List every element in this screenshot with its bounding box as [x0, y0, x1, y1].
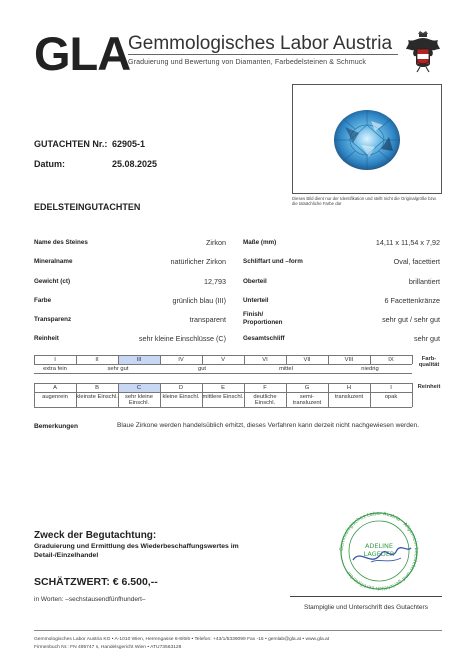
color-word: mittel: [279, 366, 293, 372]
property-value: sehr gut / sehr gut: [382, 315, 440, 324]
austrian-eagle-crest-icon: [404, 30, 442, 74]
header-rule: [128, 54, 398, 55]
clarity-grade: F: [263, 384, 267, 391]
color-word: gut: [197, 366, 207, 372]
property-label: Gewicht (ct): [34, 278, 71, 285]
color-grade: VII: [303, 356, 311, 363]
signature-line: [290, 596, 442, 597]
lab-name: Gemmologisches Labor Austria: [128, 33, 393, 54]
property-label: Transparenz: [34, 316, 72, 323]
color-grade: III: [136, 356, 142, 363]
property-value: 14,11 x 11,54 x 7,92: [375, 238, 440, 247]
footer-rule: [34, 630, 442, 631]
color-word: extra fein: [43, 366, 67, 372]
clarity-grade: C: [136, 384, 142, 391]
property-label: Name des Steines: [34, 239, 88, 246]
property-label: Finish/ Proportionen: [243, 311, 283, 326]
clarity-grade: H: [346, 384, 352, 391]
report-date: 25.08.2025: [112, 159, 158, 169]
property-label: Oberteil: [243, 278, 267, 285]
color-grade: I: [54, 356, 56, 363]
color-grade: IV: [178, 356, 184, 363]
clarity-word: kleine Einschl.: [162, 393, 200, 400]
color-grade: IX: [388, 356, 394, 363]
clarity-word: transluzent: [334, 393, 364, 400]
clarity-word: semi-transluzent: [292, 393, 322, 406]
clarity-grade: I: [390, 384, 392, 391]
property-value: 6 Facettenkränze: [384, 296, 440, 305]
color-word: niedrig: [361, 366, 379, 372]
clarity-word: opak: [384, 393, 398, 400]
color-grade: VI: [262, 356, 268, 363]
lab-subtitle: Graduierung und Bewertung von Diamanten, Farbedelsteinen & Schmuck: [128, 58, 367, 66]
valuation-amount: € 6.500,--: [112, 576, 158, 588]
property-value: sehr gut: [414, 334, 440, 343]
color-grade: II: [95, 356, 99, 363]
grade-tick: [412, 355, 413, 364]
clarity-word: sehr kleine Einschl.: [124, 393, 154, 406]
property-value: brillantiert: [408, 277, 440, 286]
report-number: 62905-1: [112, 139, 146, 149]
footer-registration: Firmenbuch Nr.: FN 495747 s, Handelsgericht Wien • ATU73563128: [34, 645, 182, 650]
property-value: grünlich blau (III): [172, 296, 226, 305]
valuation-label: SCHÄTZWERT:: [34, 576, 110, 588]
property-label: Schliffart und –form: [243, 258, 303, 265]
gla-logo: GLA: [34, 27, 131, 80]
clarity-word: augenrein: [42, 393, 68, 400]
grading-scales: [34, 355, 442, 409]
clarity-grade: D: [178, 384, 184, 391]
grade-rule: [34, 373, 412, 374]
valuation-in-words: in Worten: –sechstausendfünfhundert–: [34, 596, 146, 603]
grade-rule: [34, 383, 412, 384]
footer-address: Gemmologisches Labor Austria KG • A-1010 Wien, Herrengasse 6-8/6/6 • Telefon: +43/1/5339099 Fax -15 • gemlab@gla.at • www.gla.at: [34, 637, 330, 642]
color-word: sehr gut: [107, 366, 129, 372]
color-quality-title: Farb-qualität: [418, 356, 440, 369]
color-grade: V: [221, 356, 225, 363]
clarity-word: mittlere Einschl.: [202, 393, 244, 400]
property-label: Maße (mm): [243, 239, 277, 246]
purpose-heading: Zweck der Begutachtung:: [34, 530, 157, 541]
report-date-label: Datum:: [34, 159, 65, 169]
clarity-grade: G: [304, 384, 310, 391]
purpose-text: Graduierung und Ermittlung des Wiederbeschaffungswertes im Detail-/Einzelhandel: [34, 543, 239, 559]
grade-rule: [34, 392, 412, 393]
property-label: Reinheit: [34, 335, 59, 342]
stamp-name-first: ADELINE: [364, 542, 394, 550]
property-label: Mineralname: [34, 258, 73, 265]
clarity-grade: B: [95, 384, 99, 391]
clarity-word: kleinste Einschl.: [76, 393, 118, 400]
stamp-name-last: LAGEDER: [363, 550, 395, 558]
gem-photo: [331, 107, 403, 173]
report-number-label: GUTACHTEN Nr.:: [34, 139, 108, 149]
grade-rule: [34, 364, 412, 365]
clarity-grade: E: [221, 384, 225, 391]
clarity-word: deutliche Einschl.: [253, 393, 277, 406]
grade-rule: [34, 355, 412, 356]
property-label: Unterteil: [243, 297, 269, 304]
property-value: 12,793: [204, 277, 226, 286]
report-title: EDELSTEINGUTACHTEN: [34, 202, 141, 212]
property-label: Gesamtschliff: [243, 335, 285, 342]
color-grade: VIII: [344, 356, 354, 363]
remarks-label: Bemerkungen: [34, 423, 78, 430]
property-value: transparent: [189, 315, 226, 324]
property-value: natürlicher Zirkon: [170, 257, 226, 266]
remarks-text: Blaue Zirkone werden handelsüblich erhitzt, dieses Verfahren kann derzeit nicht nachgewiesen werden.: [117, 422, 420, 429]
valuation: [34, 576, 158, 588]
photo-caption: Dieses Bild dient nur der Identifikation und stellt nicht die Originalgröße bzw. die tatsächliche Farbe dar: [292, 196, 437, 207]
property-label: Farbe: [34, 297, 52, 304]
grade-tick: [412, 383, 413, 407]
property-value: Oval, facettiert: [393, 257, 440, 266]
property-value: sehr kleine Einschlüsse (C): [138, 334, 226, 343]
signature-caption: Stampiglie und Unterschrift des Gutachters: [304, 604, 428, 611]
property-value: Zirkon: [206, 238, 226, 247]
official-stamp: [331, 510, 427, 592]
grade-rule: [34, 407, 412, 408]
clarity-grade: A: [53, 384, 57, 391]
stamp-ring-text: Gemmologisches Labor Austria · Allgemein beeideter und gerichtlich zertifizierter: [338, 510, 420, 592]
clarity-title: Reinheit: [417, 384, 441, 390]
